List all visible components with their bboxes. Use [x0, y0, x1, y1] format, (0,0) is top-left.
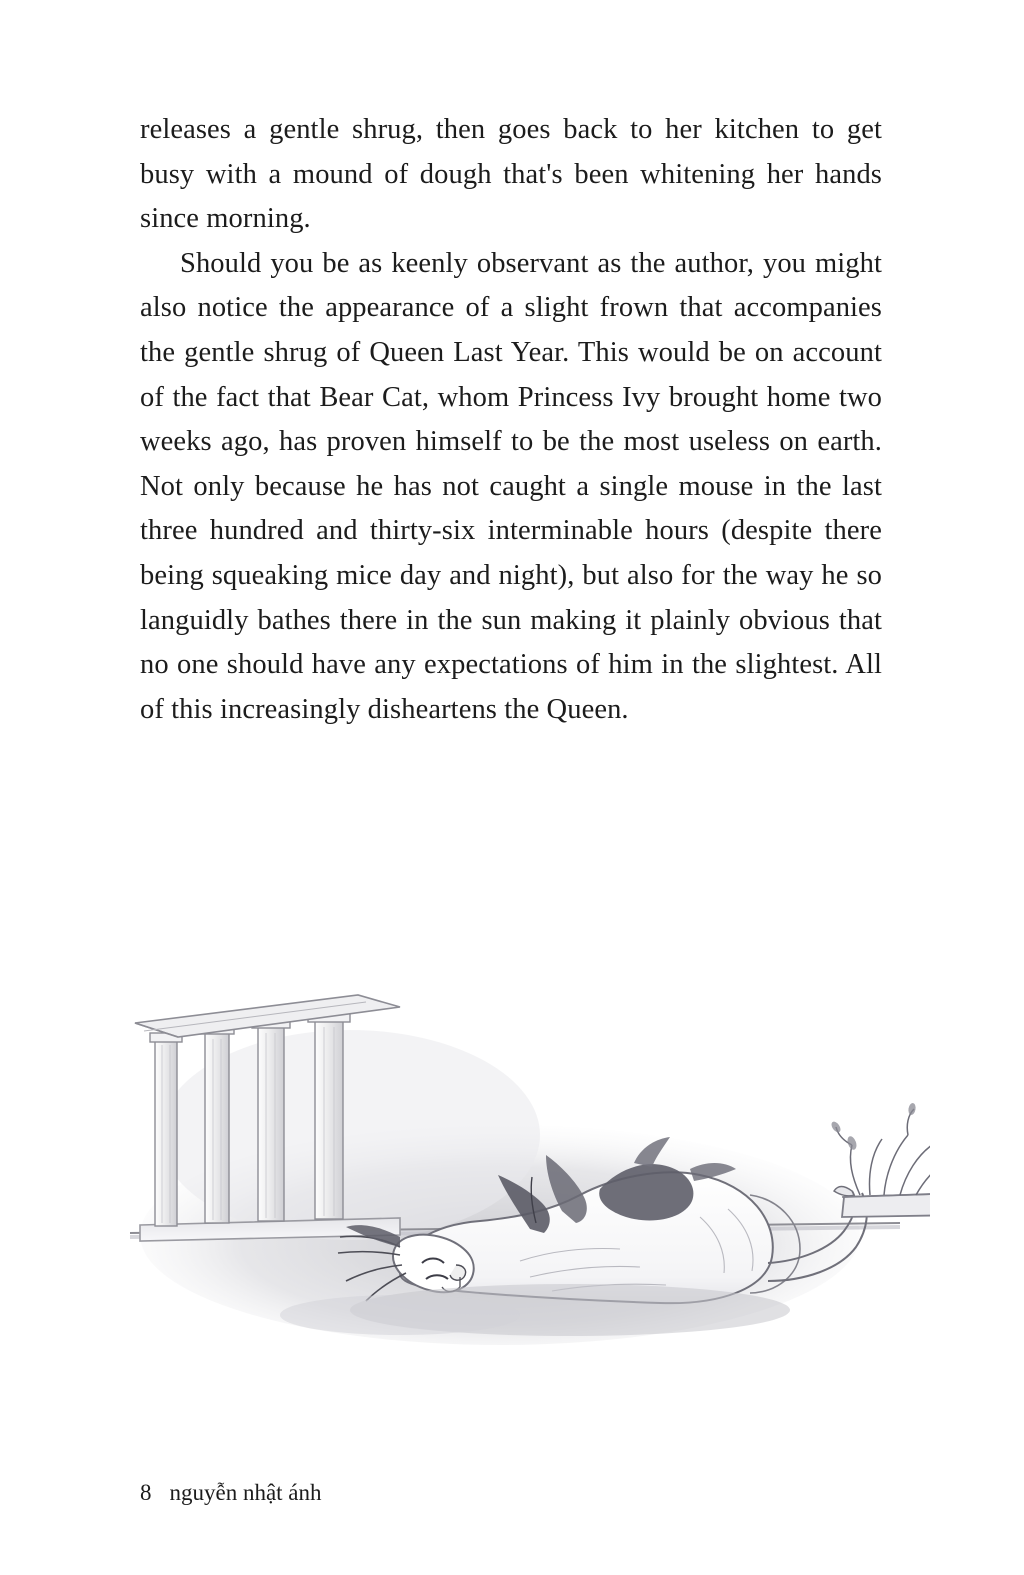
paragraph-body: Should you be as keenly observant as the author, you might also notice the appearance of a slight frown that accompanies the gentle shrug of Queen Last Year. This would be on account of the fact that Bear Cat, whom Princess Ivy brought home two weeks ago, has proven himself to be the most useless on earth. Not only because he has not caught a single mouse in the last three hundred and thirty-six interminable hours (despite there being squeaking mice day and night), but also for the way he so languidly bathes there in the sun making it plainly obvious that no one should have any expectations of him in the slightest. All of this increasingly disheartens the Queen.: [140, 247, 882, 725]
page-number: 8: [140, 1480, 152, 1505]
paragraph-continuation: releases a gentle shrug, then goes back to her kitchen to get busy with a mound of dough that's been whitening her hands since morning.: [140, 114, 882, 235]
page-footer: [140, 1480, 882, 1506]
footer-author-name: nguyễn nhật ánh: [169, 1480, 322, 1505]
page-text-block: [140, 108, 882, 732]
cat-illustration: [100, 985, 930, 1365]
